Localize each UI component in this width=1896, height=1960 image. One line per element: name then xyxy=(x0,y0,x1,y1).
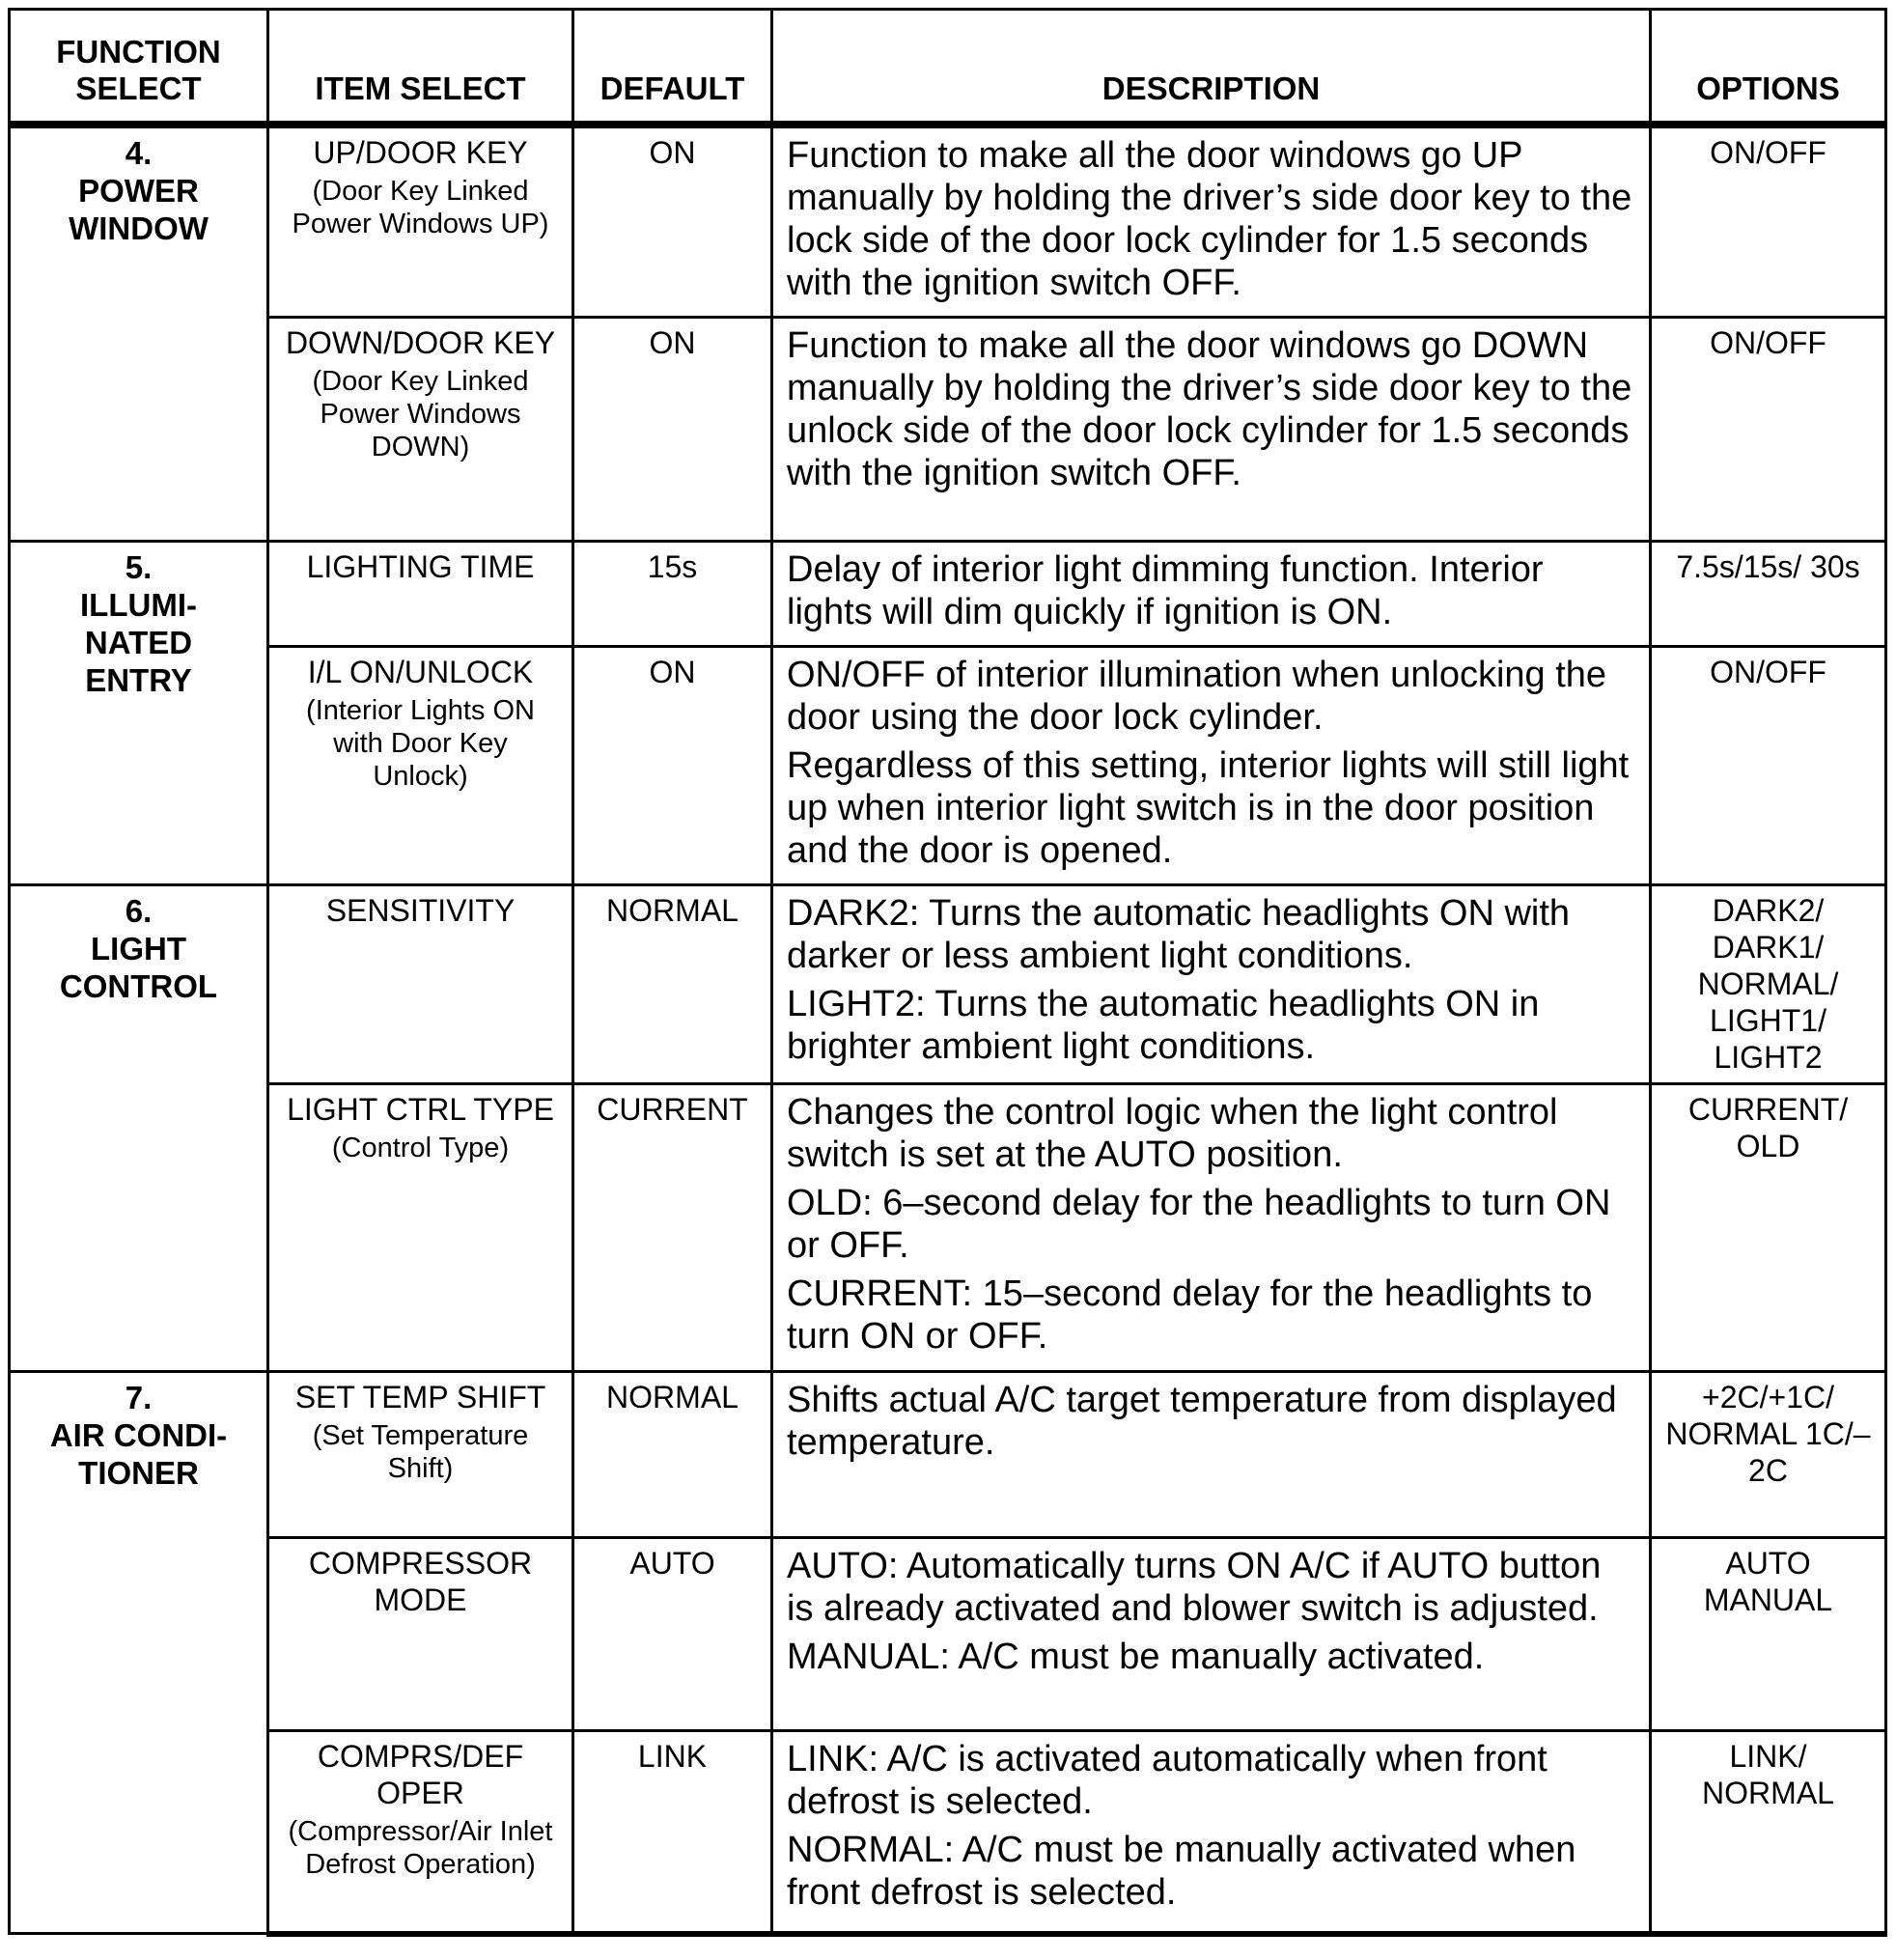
table-row xyxy=(10,318,1886,542)
item-select-cell xyxy=(268,125,573,318)
item-subtitle: (Interior Lights ON with Door Key Unlock) xyxy=(306,695,535,792)
function-settings-table xyxy=(8,8,1887,1937)
options-value: +2C/+1C/ NORMAL 1C/–2C xyxy=(1651,1372,1886,1538)
table-row xyxy=(10,885,1886,1084)
item-name: SET TEMP SHIFT xyxy=(294,1380,546,1414)
item-select-cell xyxy=(268,318,573,542)
options-value: ON/OFF xyxy=(1651,318,1886,542)
description-cell xyxy=(772,542,1651,647)
table-row xyxy=(10,1372,1886,1538)
item-name: LIGHT CTRL TYPE xyxy=(287,1092,554,1127)
default-value: LINK xyxy=(573,1731,772,1934)
table-row xyxy=(10,647,1886,885)
default-value: AUTO xyxy=(573,1538,772,1731)
item-select-cell xyxy=(268,542,573,647)
description-paragraph: AUTO: Automatically turns ON A/C if AUTO button is already activated and blower switch is adjusted. xyxy=(787,1546,1602,1629)
table-row xyxy=(10,1538,1886,1731)
item-name: COMPRS/DEF OPER xyxy=(317,1739,524,1810)
description-paragraph: Changes the control logic when the light control switch is set at the AUTO position. xyxy=(787,1092,1558,1175)
function-cell xyxy=(10,1372,268,1934)
description-cell xyxy=(772,885,1651,1084)
item-name: COMPRESSOR MODE xyxy=(308,1546,533,1617)
function-number: 7. xyxy=(125,1380,153,1415)
description-paragraph: OLD: 6–second delay for the headlights to turn ON or OFF. xyxy=(787,1183,1611,1266)
options-value: CURRENT/ OLD xyxy=(1651,1084,1886,1372)
description-cell xyxy=(772,647,1651,885)
description-paragraph: ON/OFF of interior illumination when unlocking the door using the door lock cylinder. xyxy=(787,655,1607,738)
function-number: 5. xyxy=(125,549,153,585)
description-paragraph: LIGHT2: Turns the automatic headlights ON in brighter ambient light conditions. xyxy=(787,984,1540,1067)
function-number: 6. xyxy=(125,893,153,929)
description-paragraph: Function to make all the door windows go DOWN manually by holding the driver’s side door key to the unlock side of the door lock cylinder for 1.5 seconds with the ignition switch OFF. xyxy=(787,325,1632,493)
item-subtitle: (Door Key Linked Power Windows UP) xyxy=(292,176,549,239)
description-cell xyxy=(772,1084,1651,1372)
function-name: LIGHT CONTROL xyxy=(59,931,218,1004)
description-paragraph: NORMAL: A/C must be manually activated when front defrost is selected. xyxy=(787,1830,1576,1913)
function-name: AIR CONDI-TIONER xyxy=(49,1417,228,1491)
table-row xyxy=(10,1084,1886,1372)
description-paragraph: Regardless of this setting, interior lights will still light up when interior light switch is in the door position and the door is opened. xyxy=(787,745,1630,871)
description-paragraph: Function to make all the door windows go UP manually by holding the driver’s side door key to the lock side of the door lock cylinder for 1.5 seconds with the ignition switch OFF. xyxy=(787,135,1632,303)
description-cell xyxy=(772,1731,1651,1934)
options-value: LINK/ NORMAL xyxy=(1651,1731,1886,1934)
item-subtitle: (Control Type) xyxy=(331,1133,510,1163)
table-row xyxy=(10,542,1886,647)
function-name: POWER WINDOW xyxy=(69,173,209,246)
options-value: ON/OFF xyxy=(1651,647,1886,885)
options-value: AUTO MANUAL xyxy=(1651,1538,1886,1731)
item-select-cell xyxy=(268,1538,573,1731)
default-value: ON xyxy=(573,125,772,318)
item-subtitle: (Set Temperature Shift) xyxy=(312,1420,529,1484)
header-row xyxy=(10,10,1886,126)
item-select-cell xyxy=(268,885,573,1084)
description-paragraph: Shifts actual A/C target temperature from displayed temperature. xyxy=(787,1380,1617,1463)
header-default: DEFAULT xyxy=(573,10,772,126)
options-value: DARK2/ DARK1/ NORMAL/ LIGHT1/ LIGHT2 xyxy=(1651,885,1886,1084)
description-paragraph: Delay of interior light dimming function. Interior lights will dim quickly if ignition is ON. xyxy=(787,549,1544,632)
header-options: OPTIONS xyxy=(1651,10,1886,126)
header-function-select: FUNCTION SELECT xyxy=(10,10,268,126)
function-number: 4. xyxy=(125,135,153,171)
function-cell xyxy=(10,125,268,542)
description-paragraph: MANUAL: A/C must be manually activated. xyxy=(787,1637,1485,1677)
item-subtitle: (Compressor/Air Inlet Defrost Operation) xyxy=(288,1816,553,1880)
item-select-cell xyxy=(268,1084,573,1372)
default-value: ON xyxy=(573,647,772,885)
table-row xyxy=(10,125,1886,318)
function-name: ILLUMI-NATED ENTRY xyxy=(80,587,197,698)
item-name: SENSITIVITY xyxy=(325,893,516,928)
default-value: 15s xyxy=(573,542,772,647)
description-cell xyxy=(772,1372,1651,1538)
table-row xyxy=(10,1731,1886,1934)
header-description: DESCRIPTION xyxy=(772,10,1651,126)
default-value: NORMAL xyxy=(573,1372,772,1538)
options-value: ON/OFF xyxy=(1651,125,1886,318)
item-name: UP/DOOR KEY xyxy=(313,135,528,170)
item-name: I/L ON/UNLOCK xyxy=(307,655,534,689)
item-name: LIGHTING TIME xyxy=(306,549,535,584)
description-cell xyxy=(772,318,1651,542)
default-value: NORMAL xyxy=(573,885,772,1084)
description-paragraph: LINK: A/C is activated automatically when front defrost is selected. xyxy=(787,1739,1547,1822)
description-cell xyxy=(772,125,1651,318)
item-name: DOWN/DOOR KEY xyxy=(285,325,556,360)
default-value: CURRENT xyxy=(573,1084,772,1372)
description-cell xyxy=(772,1538,1651,1731)
options-value: 7.5s/15s/ 30s xyxy=(1651,542,1886,647)
default-value: ON xyxy=(573,318,772,542)
header-item-select: ITEM SELECT xyxy=(268,10,573,126)
item-subtitle: (Door Key Linked Power Windows DOWN) xyxy=(312,366,529,462)
item-select-cell xyxy=(268,1372,573,1538)
item-select-cell xyxy=(268,647,573,885)
function-cell xyxy=(10,885,268,1372)
description-paragraph: DARK2: Turns the automatic headlights ON with darker or less ambient light conditions. xyxy=(787,893,1571,976)
function-cell xyxy=(10,542,268,885)
item-select-cell xyxy=(268,1731,573,1934)
description-paragraph: CURRENT: 15–second delay for the headlights to turn ON or OFF. xyxy=(787,1274,1593,1357)
